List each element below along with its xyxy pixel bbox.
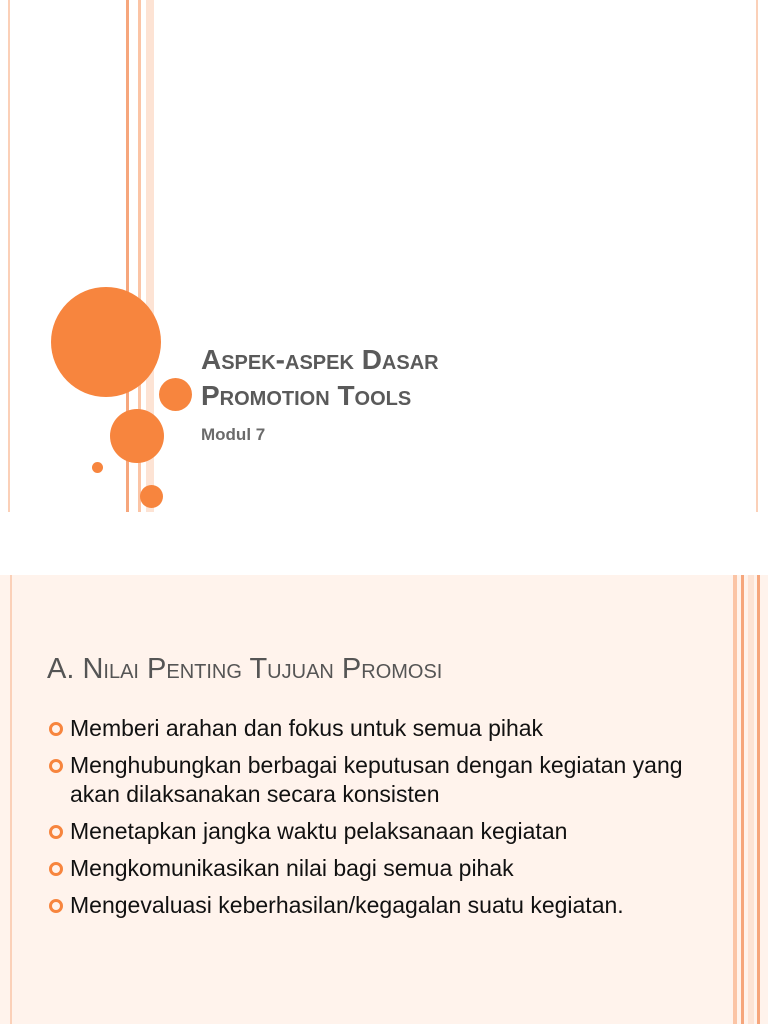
list-item (48, 854, 688, 883)
list-item-text: Menghubungkan berbagai keputusan dengan kegiatan yang akan dilaksanakan secara konsisten (70, 752, 683, 807)
slide-title-line-1: Aspek-aspek Dasar (201, 344, 439, 375)
ring-bullet-icon (49, 722, 63, 736)
decorative-stripe (748, 575, 754, 1024)
decorative-circle-small (159, 378, 192, 411)
list-item (48, 891, 688, 920)
ring-bullet-icon (49, 825, 63, 839)
decorative-stripe (8, 0, 10, 512)
decorative-stripe (733, 575, 737, 1024)
ring-bullet-icon (49, 759, 63, 773)
list-item-text: Mengkomunikasikan nilai bagi semua pihak (70, 855, 514, 881)
ring-bullet-icon (49, 862, 63, 876)
content-slide (0, 575, 768, 1024)
slide-subtitle: Modul 7 (201, 425, 266, 444)
bullet-list (48, 714, 688, 928)
decorative-circle-large (51, 287, 161, 397)
section-title: A. Nilai Penting Tujuan Promosi (47, 653, 443, 685)
slide-title (201, 342, 439, 414)
decorative-circle-small (140, 485, 163, 508)
decorative-stripe (10, 575, 12, 1024)
list-item-text: Mengevaluasi keberhasilan/kegagalan suatu kegiatan. (70, 892, 624, 918)
decorative-stripe (741, 575, 744, 1024)
list-item-text: Memberi arahan dan fokus untuk semua pihak (70, 715, 544, 741)
list-item-text: Menetapkan jangka waktu pelaksanaan kegiatan (70, 818, 568, 844)
decorative-circle-tiny (92, 462, 103, 473)
decorative-stripe (757, 575, 760, 1024)
list-item (48, 817, 688, 846)
list-item (48, 714, 688, 743)
ring-bullet-icon (49, 899, 63, 913)
slide-title-line-2: Promotion Tools (201, 380, 412, 411)
list-item (48, 751, 688, 809)
decorative-circle-medium (110, 409, 164, 463)
decorative-stripe (756, 0, 758, 512)
